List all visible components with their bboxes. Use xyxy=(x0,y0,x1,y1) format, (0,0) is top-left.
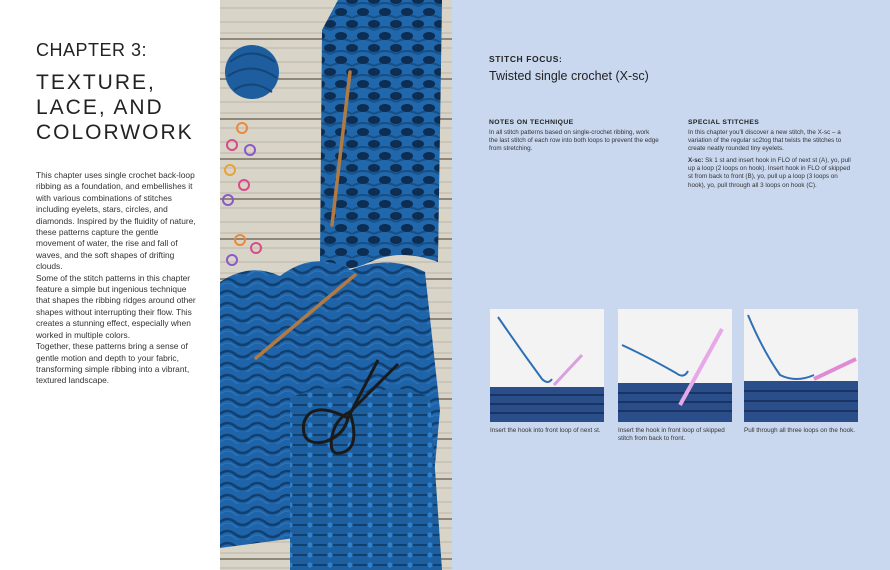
chapter-title-line: TEXTURE, xyxy=(36,71,156,94)
step-photo-2 xyxy=(618,309,732,422)
eyelet-swatch xyxy=(320,0,442,269)
step-caption-1: Insert the hook into front loop of next st. xyxy=(490,427,601,434)
notes-text xyxy=(489,129,659,153)
step-photo-3 xyxy=(744,309,858,422)
intro-paragraph: Some of the stitch patterns in this chapter feature a simple but ingenious technique that shapes the ribbing ridges around other shapes without interrupting their flow. This creates a stunning effect, especially when worked in multiple colors. xyxy=(36,272,196,340)
right-page xyxy=(452,0,890,570)
chapter-title-line: COLORWORK xyxy=(36,121,194,144)
special-stitches-text xyxy=(688,129,854,190)
notes-paragraph: In all stitch patterns based on single-crochet ribbing, work the last stitch of each row into both loops to prevent the edge from stretching. xyxy=(489,129,659,153)
special-term: X-sc: xyxy=(688,157,704,165)
chapter-title-line: LACE, AND xyxy=(36,96,164,119)
stitch-focus-heading: STITCH FOCUS: xyxy=(489,54,563,64)
left-page xyxy=(0,0,220,570)
yarn-ball-icon xyxy=(225,45,279,99)
swatch-photo xyxy=(220,0,452,570)
special-definition xyxy=(688,157,854,189)
intro-paragraph: Together, these patterns bring a sense of gentle motion and depth to your fabric, transforming simple ribbing into a vibrant, textured landscape. xyxy=(36,341,190,386)
step-caption-3: Pull through all three loops on the hook. xyxy=(744,427,855,434)
chapter-title xyxy=(36,70,216,145)
step-photo-1 xyxy=(490,309,604,422)
chapter-intro xyxy=(36,170,196,387)
bobble-swatch xyxy=(290,388,442,570)
stitch-focus-name: Twisted single crochet (X-sc) xyxy=(489,69,649,83)
special-definition-text: Sk 1 st and insert hook in FLO of next st (A), yo, pull up a loop (2 loops on hook). Insert hook in FLO of skipped st from back to front (B), yo, pull up a loop (3 loops on hook), yo, pull through all 3 loops on hook (C). xyxy=(688,157,851,189)
notes-heading: NOTES ON TECHNIQUE xyxy=(489,119,574,126)
special-intro: In this chapter you'll discover a new stitch, the X-sc – a variation of the regular sc2tog that twists the stitches to create neatly rounded tiny eyelets. xyxy=(688,129,842,153)
step-caption-2: Insert the hook in front loop of skipped stitch from back to front. xyxy=(618,427,725,443)
chapter-number: CHAPTER 3: xyxy=(36,40,148,60)
special-stitches-heading: SPECIAL STITCHES xyxy=(688,119,760,126)
intro-paragraph: This chapter uses single crochet back-loop ribbing as a foundation, and embellishes it with various combinations of stitches including eyelets, stars, circles, and diamonds. Inspired by the fluidity of nature, these patterns capture the gentle movement of water, the rise and fall of waves, and the soft shapes of drifting clouds. xyxy=(36,170,196,272)
